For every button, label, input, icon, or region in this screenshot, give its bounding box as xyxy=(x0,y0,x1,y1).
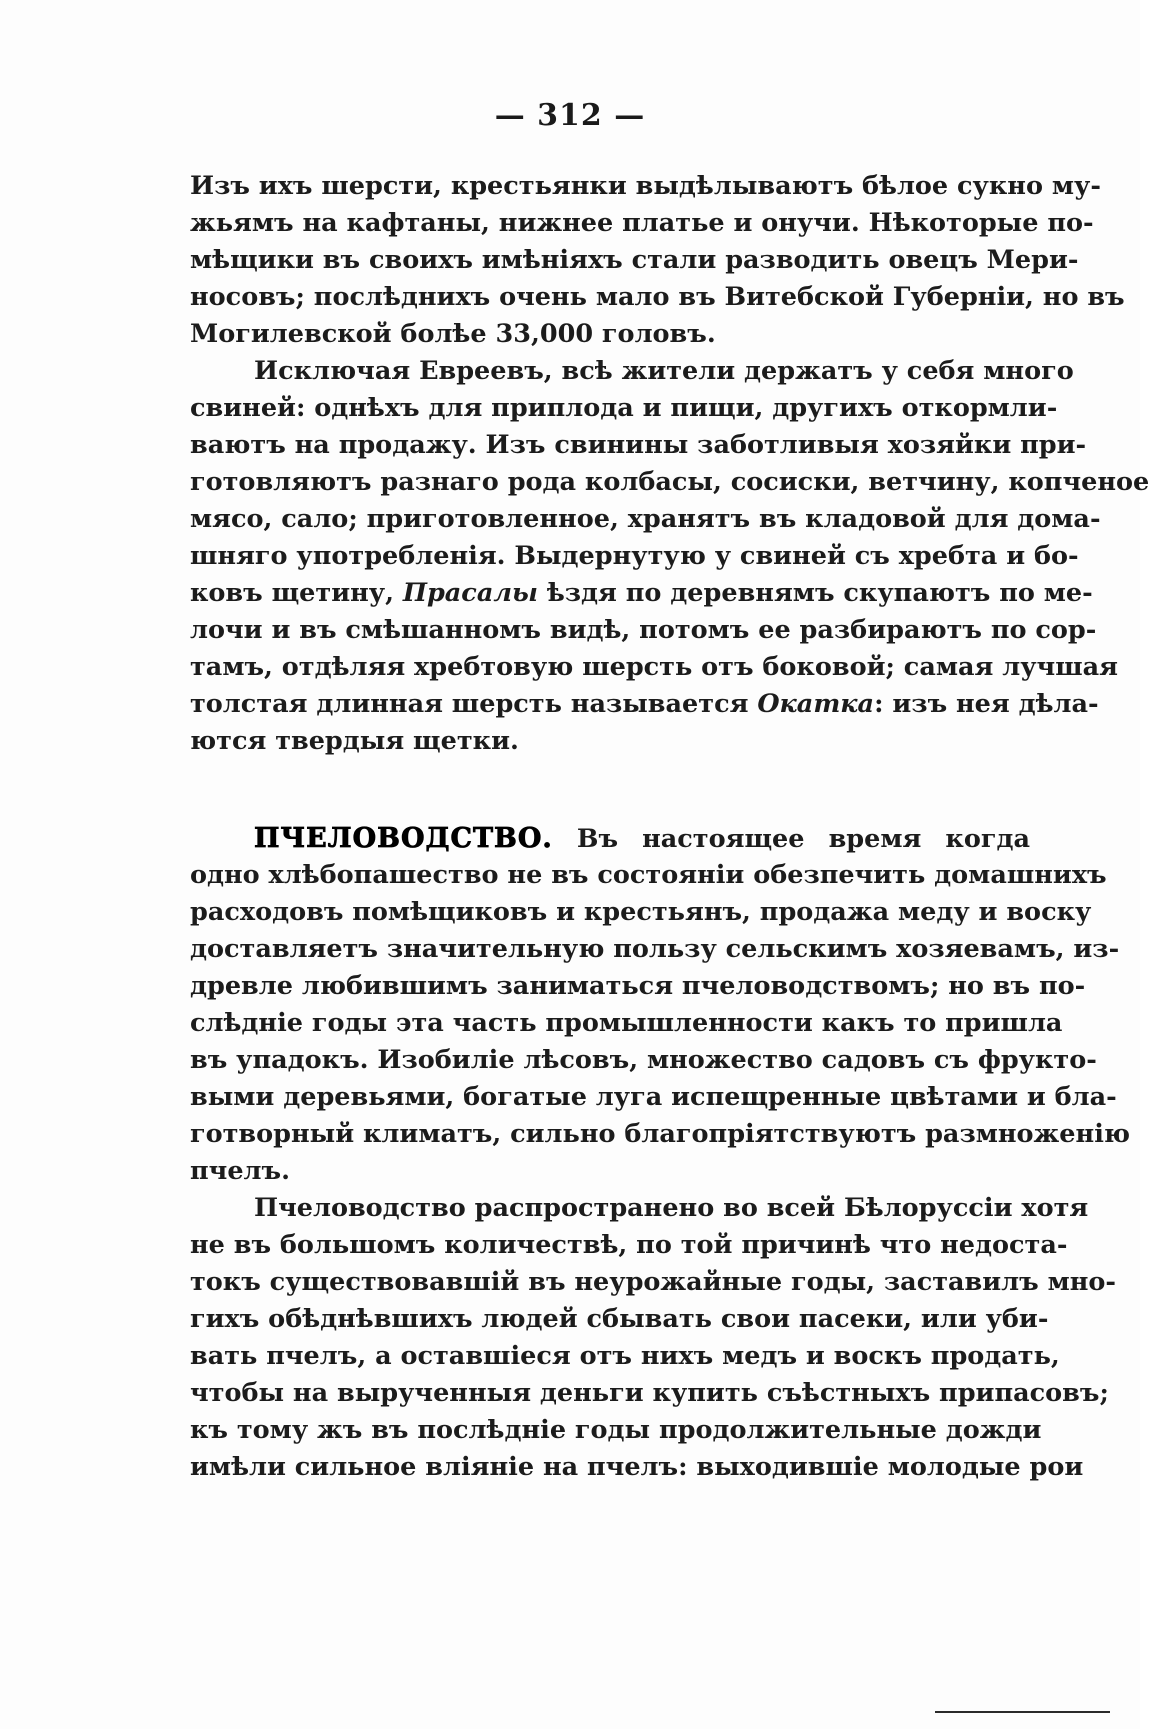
text-line: Пчеловодство распространено во всей Бѣлоруссіи хотя xyxy=(254,1193,1089,1223)
text-line: тамъ, отдѣляя хребтовую шерсть отъ боковой; самая лучшая xyxy=(190,652,1118,682)
text-line: одно хлѣбопашество не въ состояніи обезпечить домашнихъ xyxy=(190,860,1107,890)
term-okatka: Окатка xyxy=(757,689,875,719)
text-line: Изъ ихъ шерсти, крестьянки выдѣлываютъ бѣлое сукно му- xyxy=(190,171,1101,201)
paragraph-swine xyxy=(190,353,1149,760)
text-run: ѣздя по деревнямъ скупаютъ по ме- xyxy=(537,578,1093,608)
text-line: свиней: однѣхъ для приплода и пищи, другихъ откормли- xyxy=(190,393,1058,423)
text-line: жьямъ на кафтаны, нижнее платье и онучи. Нѣкоторые по- xyxy=(190,208,1094,238)
text-line: вать пчелъ, а оставшіеся отъ нихъ медъ и воскъ продать, xyxy=(190,1341,1060,1371)
text-line: готворный климатъ, сильно благопріятствуютъ размноженію xyxy=(190,1119,1131,1149)
paragraph-beekeeping-spread xyxy=(190,1190,1116,1486)
text-line xyxy=(190,575,1093,612)
text-run: ковъ щетину, xyxy=(190,578,403,608)
text-line: токъ существовавшій въ неурожайные годы, заставилъ мно- xyxy=(190,1267,1116,1297)
text-line: мясо, сало; приготовленное, хранятъ въ кладовой для дома- xyxy=(190,504,1101,534)
text-line: слѣдніе годы эта часть промышленности какъ то пришла xyxy=(190,1008,1063,1038)
text-line: къ тому жъ въ послѣдніе годы продолжительные дожди xyxy=(190,1415,1042,1445)
text-line: готовляютъ разнаго рода колбасы, сосиски, ветчину, копченое xyxy=(190,467,1149,497)
page-number: — 312 — xyxy=(494,98,646,133)
footer-rule xyxy=(935,1711,1110,1713)
text-line: Исключая Евреевъ, всѣ жители держатъ у себя много xyxy=(254,356,1074,386)
text-line: чтобы на вырученныя деньги купить съѣстныхъ припасовъ; xyxy=(190,1378,1109,1408)
text-line: Могилевской болѣе 33,000 головъ. xyxy=(190,319,716,349)
text-line: доставляетъ значительную пользу сельскимъ хозяевамъ, из- xyxy=(190,934,1120,964)
text-line: ются твердыя щетки. xyxy=(190,726,519,756)
text-line xyxy=(190,686,1099,723)
text-line: имѣли сильное вліяніе на пчелъ: выходившіе молодые рои xyxy=(190,1452,1084,1482)
text-line: древле любившимъ заниматься пчеловодствомъ; но въ по- xyxy=(190,971,1086,1001)
text-line: носовъ; послѣднихъ очень мало въ Витебской Губерніи, но въ xyxy=(190,282,1125,312)
text-line: шняго употребленія. Выдернутую у свиней съ хребта и бо- xyxy=(190,541,1079,571)
text-line: мѣщики въ своихъ имѣніяхъ стали разводить овецъ Мери- xyxy=(190,245,1079,275)
text-line: въ упадокъ. Изобиліе лѣсовъ, множество садовъ съ фрукто- xyxy=(190,1045,1097,1075)
text-line: пчелъ. xyxy=(190,1156,290,1186)
term-prasaly: Прасалы xyxy=(402,578,538,608)
paragraph-beekeeping xyxy=(190,820,1131,1190)
text-line xyxy=(190,820,1030,857)
text-run: : изъ нея дѣла- xyxy=(874,689,1099,719)
text-column-lower xyxy=(190,820,1131,1486)
text-line: гихъ обѣднѣвшихъ людей сбывать свои пасеки, или уби- xyxy=(190,1304,1049,1334)
text-line: расходовъ помѣщиковъ и крестьянъ, продажа меду и воску xyxy=(190,897,1092,927)
text-line: не въ большомъ количествѣ, по той причинѣ что недоста- xyxy=(190,1230,1068,1260)
text-line: ваютъ на продажу. Изъ свинины заботливыя хозяйки при- xyxy=(190,430,1087,460)
paragraph-wool xyxy=(190,168,1125,353)
text-run: Въ настоящее время когда xyxy=(552,824,1030,854)
text-line: выми деревьями, богатые луга испещренные цвѣтами и бла- xyxy=(190,1082,1117,1112)
text-line: лочи и въ смѣшанномъ видѣ, потомъ ее разбираютъ по сор- xyxy=(190,615,1097,645)
text-column-upper xyxy=(190,168,1149,760)
section-heading: ПЧЕЛОВОДСТВО. xyxy=(254,823,553,854)
text-run: толстая длинная шерсть называется xyxy=(190,689,758,719)
